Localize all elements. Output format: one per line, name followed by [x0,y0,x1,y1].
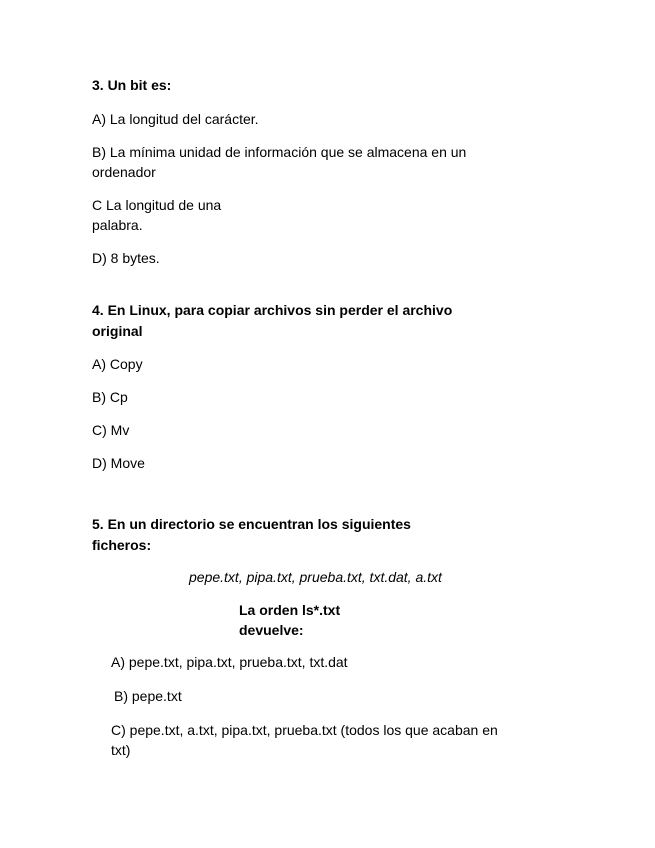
question-5-file-list: pepe.txt, pipa.txt, prueba.txt, txt.dat, a.txt [189,569,442,585]
question-3-option-d: D) 8 bytes. [92,250,160,266]
question-4-option-b: B) Cp [92,389,128,405]
question-5-option-c-line1: C) pepe.txt, a.txt, pipa.txt, prueba.txt (todos los que acaban en [111,722,498,738]
question-5-option-c-line2: txt) [111,742,131,758]
question-3-option-b-line2: ordenador [92,164,156,180]
question-5-option-a: A) pepe.txt, pipa.txt, prueba.txt, txt.dat [111,654,348,670]
question-5-title-line2: ficheros: [92,537,152,553]
question-3-option-a: A) La longitud del carácter. [92,111,259,127]
question-5-option-b: B) pepe.txt [114,688,182,704]
question-3-option-c-line2: palabra. [92,217,143,233]
question-5-title-line1: 5. En un directorio se encuentran los siguientes [92,516,411,532]
question-4-title-line1: 4. En Linux, para copiar archivos sin perder el archivo [92,302,453,318]
question-4-title-line2: original [92,323,143,339]
question-4-option-a: A) Copy [92,356,143,372]
question-5-command-line1: La orden ls*.txt [239,602,341,618]
question-4-option-d: D) Move [92,455,145,471]
question-3-option-c-line1: C La longitud de una [92,197,222,213]
question-3-option-b-line1: B) La mínima unidad de información que se almacena en un [92,144,467,160]
question-4-option-c: C) Mv [92,422,130,438]
question-3-title: 3. Un bit es: [92,77,172,93]
question-5-command-line2: devuelve: [239,622,304,638]
